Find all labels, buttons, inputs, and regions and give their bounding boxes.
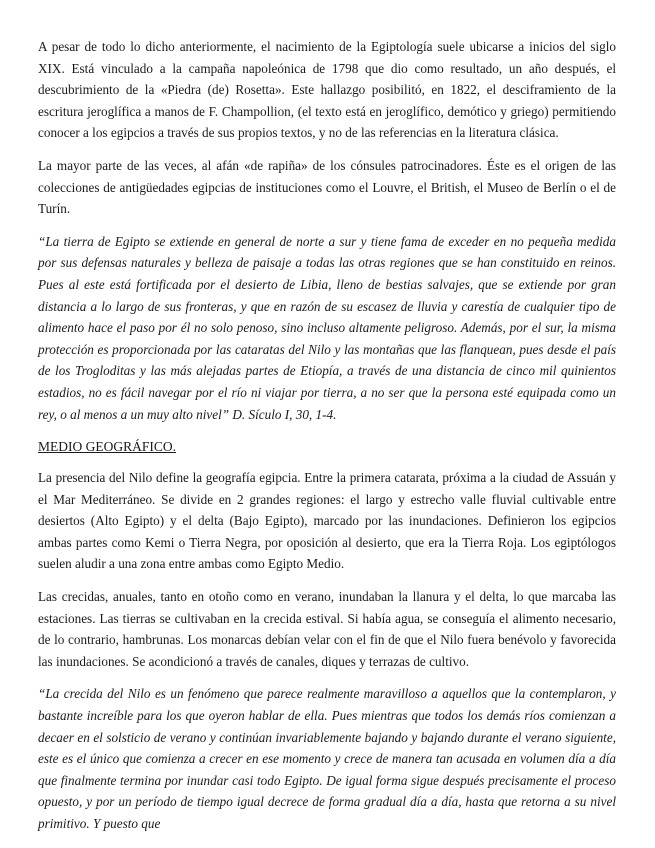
paragraph-egyptology-origin: A pesar de todo lo dicho anteriormente, el nacimiento de la Egiptología suele ubicarse a inicios del siglo XIX. Está vinculado a la campaña napoleónica de 1798 que dio como resultado, un año después, el descubrimiento de la «Piedra (de) Rosetta». Este hallazgo posibilitó, en 1822, el desciframiento de la escritura jeroglífica a manos de F. Champollion, (el texto está en jeroglífico, demótico y griego) permitiendo conocer a los egipcios a través de sus propios textos, y no de las referencias en la literatura clásica. — [38, 39, 616, 141]
paragraph-floods: Las crecidas, anuales, tanto en otoño como en verano, inundaban la llanura y el delta, lo que marcaba las estaciones. Las tierras se cultivaban en la crecida estival. Si había agua, se conseguía el alimento necesario, de lo contrario, hambrunas. Los monarcas debían velar con el fin de que el Nilo fuera benévolo y favorecida las inundaciones. Se acondicionó a través de canales, diques y terrazas de cultivo. — [38, 589, 616, 669]
quote-nile-flood: “La crecida del Nilo es un fenómeno que parece realmente maravilloso a aquellos que la contemplaron, y bastante increíble para los que oyeron hablar de ella. Pues mientras que todos los demás ríos comienzan a decaer en el solsticio de verano y continúan invariablemente bajando y bajando durante el verano siguiente, este es el único que comienza a crecer en ese momento y crece de manera tan acusada en volumen día a día que finalmente termina por inundar casi todo Egipto. De igual forma sigue después precisamente el proceso opuesto, y por un período de tiempo igual decrece de forma gradual día a día, hasta que retorna a su nivel primitivo. Y puesto que — [38, 686, 616, 831]
paragraph-collections: La mayor parte de las veces, al afán «de rapiña» de los cónsules patrocinadores. Éste es el origen de las colecciones de antigüedades egipcias de instituciones como el Louvre, el British, el Museo de Berlín o el de Turín. — [38, 157, 616, 217]
section-heading-geography: MEDIO GEOGRÁFICO. — [38, 439, 176, 455]
paragraph-nile-geography: La presencia del Nilo define la geografía egipcia. Entre la primera catarata, próxima a la ciudad de Assuán y el Mar Mediterráneo. Se divide en 2 grandes regiones: el largo y estrecho valle fluvial cultivable entre desiertos (Alto Egipto) y el delta (Bajo Egipto), marcado por las inundaciones. Definieron los egipcios ambas partes como Kemi o Tierra Negra, por oposición al desierto, que era la Tierra Roja. Los egiptólogos suelen aludir a una zona entre ambas como Egipto Medio. — [38, 470, 616, 572]
document-page — [38, 36, 616, 846]
quote-diodorus-land: “La tierra de Egipto se extiende en general de norte a sur y tiene fama de exceder en no pequeña medida por sus defensas naturales y belleza de paisaje a todas las otras regiones que se han constituido en reinos. Pues al este está fortificada por el desierto de Libia, lleno de bestias salvajes, que se extiende por gran distancia a lo largo de sus fronteras, y que en razón de su escasez de lluvia y carestía de cualquier tipo de alimento hace el paso por él no solo penoso, sino incluso altamente peligroso. Además, por el sur, la misma protección es proporcionada por las cataratas del Nilo y las montañas que las flanquean, pues desde el país de los Trogloditas y las más alejadas partes de Etiopía, a través de una distancia de cinco mil quinientos estadios, no es fácil navegar por el río ni viajar por tierra, a no ser que la persona esté equipada como un rey, o al menos a un muy alto nivel” D. Sículo I, 30, 1-4. — [38, 233, 616, 422]
